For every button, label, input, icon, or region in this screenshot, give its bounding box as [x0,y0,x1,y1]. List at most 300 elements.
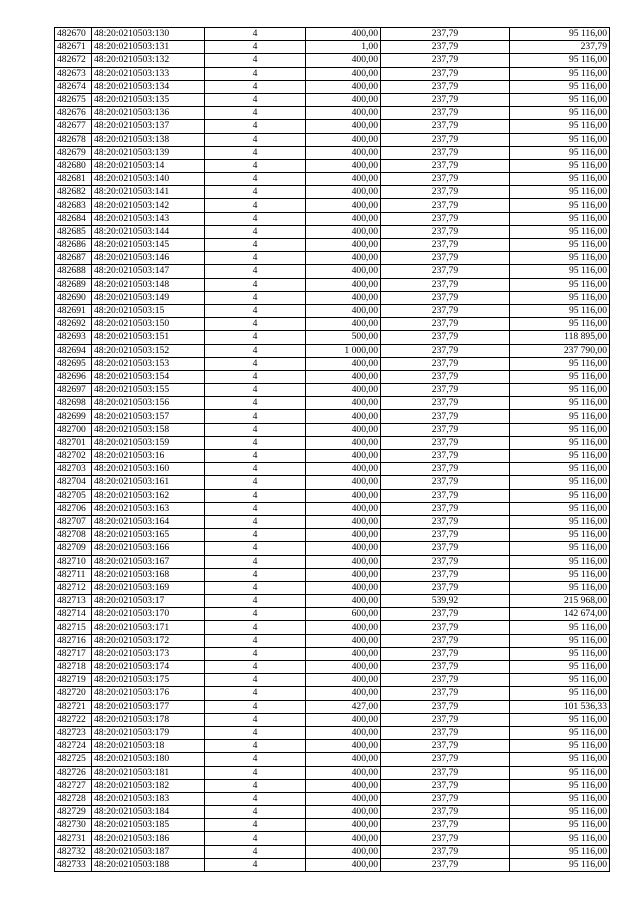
cadastral-number: 48:20:0210503:163 [92,502,205,515]
row-number: 482705 [55,489,92,502]
land-category: 4 [205,173,306,186]
cadastral-value-cell: 95 116,00 [510,370,610,383]
unit-price-cell: 237,79 [381,845,510,858]
row-number: 482726 [55,766,92,779]
table-row [55,792,610,805]
table-row [55,225,610,238]
area-cell: 400,00 [306,397,381,410]
cadastral-number: 48:20:0210503:184 [92,806,205,819]
cadastral-number: 48:20:0210503:14 [92,159,205,172]
land-category: 4 [205,529,306,542]
unit-price-cell: 237,79 [381,674,510,687]
area-cell: 400,00 [306,252,381,265]
unit-price-cell: 237,79 [381,713,510,726]
row-number: 482723 [55,726,92,739]
table-row [55,463,610,476]
row-number: 482680 [55,159,92,172]
area-cell: 400,00 [306,726,381,739]
row-number: 482683 [55,199,92,212]
table-row [55,318,610,331]
area-cell: 1,00 [306,41,381,54]
area-cell: 400,00 [306,304,381,317]
unit-price-cell: 237,79 [381,529,510,542]
unit-price-cell: 237,79 [381,120,510,133]
unit-price-cell: 237,79 [381,753,510,766]
unit-price-cell: 237,79 [381,832,510,845]
land-category: 4 [205,647,306,660]
unit-price-cell: 237,79 [381,357,510,370]
cadastral-value-cell: 95 116,00 [510,239,610,252]
area-cell: 400,00 [306,581,381,594]
land-category: 4 [205,634,306,647]
table-row [55,291,610,304]
unit-price-cell: 237,79 [381,621,510,634]
area-cell: 400,00 [306,225,381,238]
table-row [55,120,610,133]
unit-price-cell: 237,79 [381,331,510,344]
land-category: 4 [205,344,306,357]
area-cell: 400,00 [306,173,381,186]
table-row [55,93,610,106]
area-cell: 400,00 [306,120,381,133]
cadastral-value-cell: 95 116,00 [510,225,610,238]
land-category: 4 [205,845,306,858]
unit-price-cell: 237,79 [381,28,510,41]
cadastral-number: 48:20:0210503:176 [92,687,205,700]
area-cell: 400,00 [306,159,381,172]
cadastral-value-cell: 95 116,00 [510,173,610,186]
land-category: 4 [205,700,306,713]
cadastral-number: 48:20:0210503:141 [92,186,205,199]
land-category: 4 [205,753,306,766]
table-row [55,726,610,739]
unit-price-cell: 237,79 [381,766,510,779]
row-number: 482733 [55,858,92,871]
area-cell: 400,00 [306,436,381,449]
table-row [55,344,610,357]
cadastral-number: 48:20:0210503:183 [92,792,205,805]
cadastral-value-cell: 95 116,00 [510,120,610,133]
area-cell: 400,00 [306,568,381,581]
cadastral-value-cell: 95 116,00 [510,792,610,805]
table-row [55,661,610,674]
cadastral-value-cell: 95 116,00 [510,779,610,792]
unit-price-cell: 237,79 [381,291,510,304]
area-cell: 400,00 [306,186,381,199]
table-row [55,529,610,542]
row-number: 482689 [55,278,92,291]
row-number: 482690 [55,291,92,304]
cadastral-value-cell: 95 116,00 [510,133,610,146]
row-number: 482716 [55,634,92,647]
table-row [55,647,610,660]
cadastral-number: 48:20:0210503:144 [92,225,205,238]
unit-price-cell: 237,79 [381,384,510,397]
area-cell: 400,00 [306,423,381,436]
land-category: 4 [205,608,306,621]
cadastral-number: 48:20:0210503:188 [92,858,205,871]
land-category: 4 [205,252,306,265]
row-number: 482678 [55,133,92,146]
table-row [55,687,610,700]
land-category: 4 [205,661,306,674]
unit-price-cell: 237,79 [381,212,510,225]
area-cell: 400,00 [306,542,381,555]
land-category: 4 [205,133,306,146]
area-cell: 400,00 [306,278,381,291]
row-number: 482671 [55,41,92,54]
cadastral-value-cell: 95 116,00 [510,819,610,832]
land-category: 4 [205,199,306,212]
land-category: 4 [205,186,306,199]
cadastral-value-cell: 95 116,00 [510,28,610,41]
cadastral-value-cell: 95 116,00 [510,845,610,858]
table-row [55,595,610,608]
cadastral-value-cell: 95 116,00 [510,542,610,555]
row-number: 482687 [55,252,92,265]
land-category: 4 [205,555,306,568]
area-cell: 400,00 [306,792,381,805]
area-cell: 400,00 [306,687,381,700]
row-number: 482693 [55,331,92,344]
area-cell: 400,00 [306,410,381,423]
unit-price-cell: 237,79 [381,252,510,265]
table-row [55,542,610,555]
cadastral-value-cell: 95 116,00 [510,80,610,93]
unit-price-cell: 237,79 [381,239,510,252]
cadastral-number: 48:20:0210503:168 [92,568,205,581]
table-row [55,146,610,159]
cadastral-value-cell: 95 116,00 [510,252,610,265]
cadastral-number: 48:20:0210503:16 [92,450,205,463]
cadastral-number: 48:20:0210503:134 [92,80,205,93]
unit-price-cell: 237,79 [381,568,510,581]
cadastral-number: 48:20:0210503:152 [92,344,205,357]
row-number: 482731 [55,832,92,845]
area-cell: 400,00 [306,384,381,397]
land-category: 4 [205,542,306,555]
table-row [55,634,610,647]
cadastral-number: 48:20:0210503:145 [92,239,205,252]
row-number: 482676 [55,107,92,120]
cadastral-value-cell: 95 116,00 [510,753,610,766]
cadastral-value-cell: 95 116,00 [510,93,610,106]
cadastral-number: 48:20:0210503:171 [92,621,205,634]
area-cell: 400,00 [306,357,381,370]
table-row [55,568,610,581]
cadastral-value-cell: 95 116,00 [510,489,610,502]
row-number: 482677 [55,120,92,133]
row-number: 482724 [55,740,92,753]
table-row [55,753,610,766]
row-number: 482679 [55,146,92,159]
row-number: 482684 [55,212,92,225]
cadastral-value-cell: 95 116,00 [510,463,610,476]
cadastral-value-cell: 95 116,00 [510,159,610,172]
unit-price-cell: 237,79 [381,687,510,700]
land-category: 4 [205,120,306,133]
row-number: 482675 [55,93,92,106]
row-number: 482691 [55,304,92,317]
land-category: 4 [205,146,306,159]
unit-price-cell: 237,79 [381,225,510,238]
table-row [55,173,610,186]
unit-price-cell: 237,79 [381,304,510,317]
cadastral-value-cell: 95 116,00 [510,476,610,489]
cadastral-value-cell: 95 116,00 [510,502,610,515]
land-category: 4 [205,331,306,344]
land-category: 4 [205,476,306,489]
unit-price-cell: 237,79 [381,740,510,753]
land-category: 4 [205,265,306,278]
land-category: 4 [205,291,306,304]
row-number: 482699 [55,410,92,423]
cadastral-value-cell: 95 116,00 [510,384,610,397]
area-cell: 600,00 [306,608,381,621]
row-number: 482692 [55,318,92,331]
land-category: 4 [205,595,306,608]
cadastral-value-cell: 95 116,00 [510,687,610,700]
unit-price-cell: 237,79 [381,661,510,674]
cadastral-value-cell: 118 895,00 [510,331,610,344]
table-row [55,489,610,502]
row-number: 482702 [55,450,92,463]
row-number: 482700 [55,423,92,436]
area-cell: 400,00 [306,199,381,212]
table-row [55,766,610,779]
table-row [55,621,610,634]
cadastral-number: 48:20:0210503:133 [92,67,205,80]
area-cell: 400,00 [306,555,381,568]
cadastral-number: 48:20:0210503:164 [92,515,205,528]
cadastral-number: 48:20:0210503:18 [92,740,205,753]
table-row [55,28,610,41]
cadastral-value-cell: 95 116,00 [510,436,610,449]
cadastral-value-cell: 142 674,00 [510,608,610,621]
row-number: 482708 [55,529,92,542]
cadastral-value-cell: 215 968,00 [510,595,610,608]
table-row [55,502,610,515]
area-cell: 400,00 [306,858,381,871]
cadastral-number: 48:20:0210503:187 [92,845,205,858]
area-cell: 1 000,00 [306,344,381,357]
row-number: 482670 [55,28,92,41]
land-category: 4 [205,674,306,687]
unit-price-cell: 237,79 [381,634,510,647]
cadastral-number: 48:20:0210503:185 [92,819,205,832]
land-category: 4 [205,357,306,370]
table-row [55,845,610,858]
area-cell: 400,00 [306,661,381,674]
cadastral-value-cell: 95 116,00 [510,832,610,845]
cadastral-value-cell: 95 116,00 [510,278,610,291]
unit-price-cell: 237,79 [381,146,510,159]
unit-price-cell: 237,79 [381,199,510,212]
cadastral-value-cell: 95 116,00 [510,568,610,581]
table-row [55,779,610,792]
cadastral-value-cell: 95 116,00 [510,858,610,871]
cadastral-value-cell: 95 116,00 [510,621,610,634]
cadastral-number: 48:20:0210503:147 [92,265,205,278]
area-cell: 400,00 [306,265,381,278]
unit-price-cell: 237,79 [381,397,510,410]
table-row [55,133,610,146]
land-category: 4 [205,858,306,871]
cadastral-value-cell: 95 116,00 [510,265,610,278]
cadastral-value-cell: 95 116,00 [510,515,610,528]
area-cell: 400,00 [306,54,381,67]
cadastral-number: 48:20:0210503:177 [92,700,205,713]
unit-price-cell: 237,79 [381,278,510,291]
table-row [55,806,610,819]
area-cell: 400,00 [306,502,381,515]
unit-price-cell: 237,79 [381,41,510,54]
cadastral-number: 48:20:0210503:159 [92,436,205,449]
table-row [55,476,610,489]
cadastral-value-cell: 95 116,00 [510,304,610,317]
land-category: 4 [205,450,306,463]
cadastral-number: 48:20:0210503:138 [92,133,205,146]
cadastral-number: 48:20:0210503:149 [92,291,205,304]
cadastral-number: 48:20:0210503:158 [92,423,205,436]
cadastral-number: 48:20:0210503:178 [92,713,205,726]
land-category: 4 [205,318,306,331]
cadastral-number: 48:20:0210503:173 [92,647,205,660]
row-number: 482704 [55,476,92,489]
area-cell: 400,00 [306,595,381,608]
cadastral-value-cell: 95 116,00 [510,581,610,594]
cadastral-number: 48:20:0210503:150 [92,318,205,331]
unit-price-cell: 237,79 [381,186,510,199]
row-number: 482727 [55,779,92,792]
cadastral-number: 48:20:0210503:172 [92,634,205,647]
land-category: 4 [205,766,306,779]
unit-price-cell: 237,79 [381,647,510,660]
table-row [55,304,610,317]
unit-price-cell: 237,79 [381,410,510,423]
cadastral-value-cell: 95 116,00 [510,318,610,331]
cadastral-value-cell: 95 116,00 [510,450,610,463]
land-category: 4 [205,212,306,225]
row-number: 482720 [55,687,92,700]
unit-price-cell: 237,79 [381,450,510,463]
area-cell: 400,00 [306,766,381,779]
row-number: 482672 [55,54,92,67]
table-row [55,858,610,871]
table-row [55,674,610,687]
cadastral-value-cell: 95 116,00 [510,661,610,674]
table-row [55,555,610,568]
land-category: 4 [205,370,306,383]
cadastral-value-cell: 95 116,00 [510,713,610,726]
table-row [55,436,610,449]
row-number: 482681 [55,173,92,186]
table-row [55,265,610,278]
cadastral-value-cell: 237,79 [510,41,610,54]
land-category: 4 [205,581,306,594]
cadastral-number: 48:20:0210503:143 [92,212,205,225]
cadastral-number: 48:20:0210503:146 [92,252,205,265]
land-category: 4 [205,515,306,528]
land-category: 4 [205,384,306,397]
area-cell: 400,00 [306,489,381,502]
cadastral-number: 48:20:0210503:170 [92,608,205,621]
cadastral-number: 48:20:0210503:137 [92,120,205,133]
cadastral-number: 48:20:0210503:140 [92,173,205,186]
cadastral-number: 48:20:0210503:167 [92,555,205,568]
area-cell: 400,00 [306,779,381,792]
area-cell: 400,00 [306,80,381,93]
unit-price-cell: 237,79 [381,423,510,436]
cadastral-value-cell: 95 116,00 [510,555,610,568]
table-row [55,515,610,528]
area-cell: 400,00 [306,819,381,832]
cadastral-number: 48:20:0210503:165 [92,529,205,542]
cadastral-value-cell: 95 116,00 [510,212,610,225]
row-number: 482674 [55,80,92,93]
valuation-table [54,27,610,872]
cadastral-value-cell: 95 116,00 [510,410,610,423]
cadastral-number: 48:20:0210503:186 [92,832,205,845]
unit-price-cell: 237,79 [381,370,510,383]
unit-price-cell: 237,79 [381,93,510,106]
area-cell: 400,00 [306,621,381,634]
unit-price-cell: 237,79 [381,344,510,357]
area-cell: 400,00 [306,647,381,660]
land-category: 4 [205,80,306,93]
unit-price-cell: 237,79 [381,779,510,792]
cadastral-number: 48:20:0210503:151 [92,331,205,344]
land-category: 4 [205,159,306,172]
land-category: 4 [205,423,306,436]
cadastral-number: 48:20:0210503:166 [92,542,205,555]
land-category: 4 [205,806,306,819]
area-cell: 400,00 [306,713,381,726]
cadastral-value-cell: 95 116,00 [510,67,610,80]
cadastral-value-cell: 95 116,00 [510,726,610,739]
table-row [55,700,610,713]
area-cell: 400,00 [306,450,381,463]
area-cell: 400,00 [306,370,381,383]
area-cell: 400,00 [306,133,381,146]
area-cell: 400,00 [306,239,381,252]
cadastral-value-cell: 95 116,00 [510,146,610,159]
unit-price-cell: 237,79 [381,318,510,331]
cadastral-number: 48:20:0210503:160 [92,463,205,476]
row-number: 482688 [55,265,92,278]
cadastral-number: 48:20:0210503:142 [92,199,205,212]
row-number: 482729 [55,806,92,819]
land-category: 4 [205,93,306,106]
unit-price-cell: 237,79 [381,542,510,555]
row-number: 482715 [55,621,92,634]
table-row [55,159,610,172]
table-row [55,212,610,225]
cadastral-value-cell: 95 116,00 [510,107,610,120]
row-number: 482714 [55,608,92,621]
unit-price-cell: 237,79 [381,173,510,186]
land-category: 4 [205,740,306,753]
land-category: 4 [205,832,306,845]
cadastral-value-cell: 95 116,00 [510,529,610,542]
cadastral-value-cell: 95 116,00 [510,674,610,687]
land-category: 4 [205,41,306,54]
land-category: 4 [205,621,306,634]
land-category: 4 [205,28,306,41]
unit-price-cell: 237,79 [381,67,510,80]
cadastral-number: 48:20:0210503:169 [92,581,205,594]
unit-price-cell: 237,79 [381,700,510,713]
